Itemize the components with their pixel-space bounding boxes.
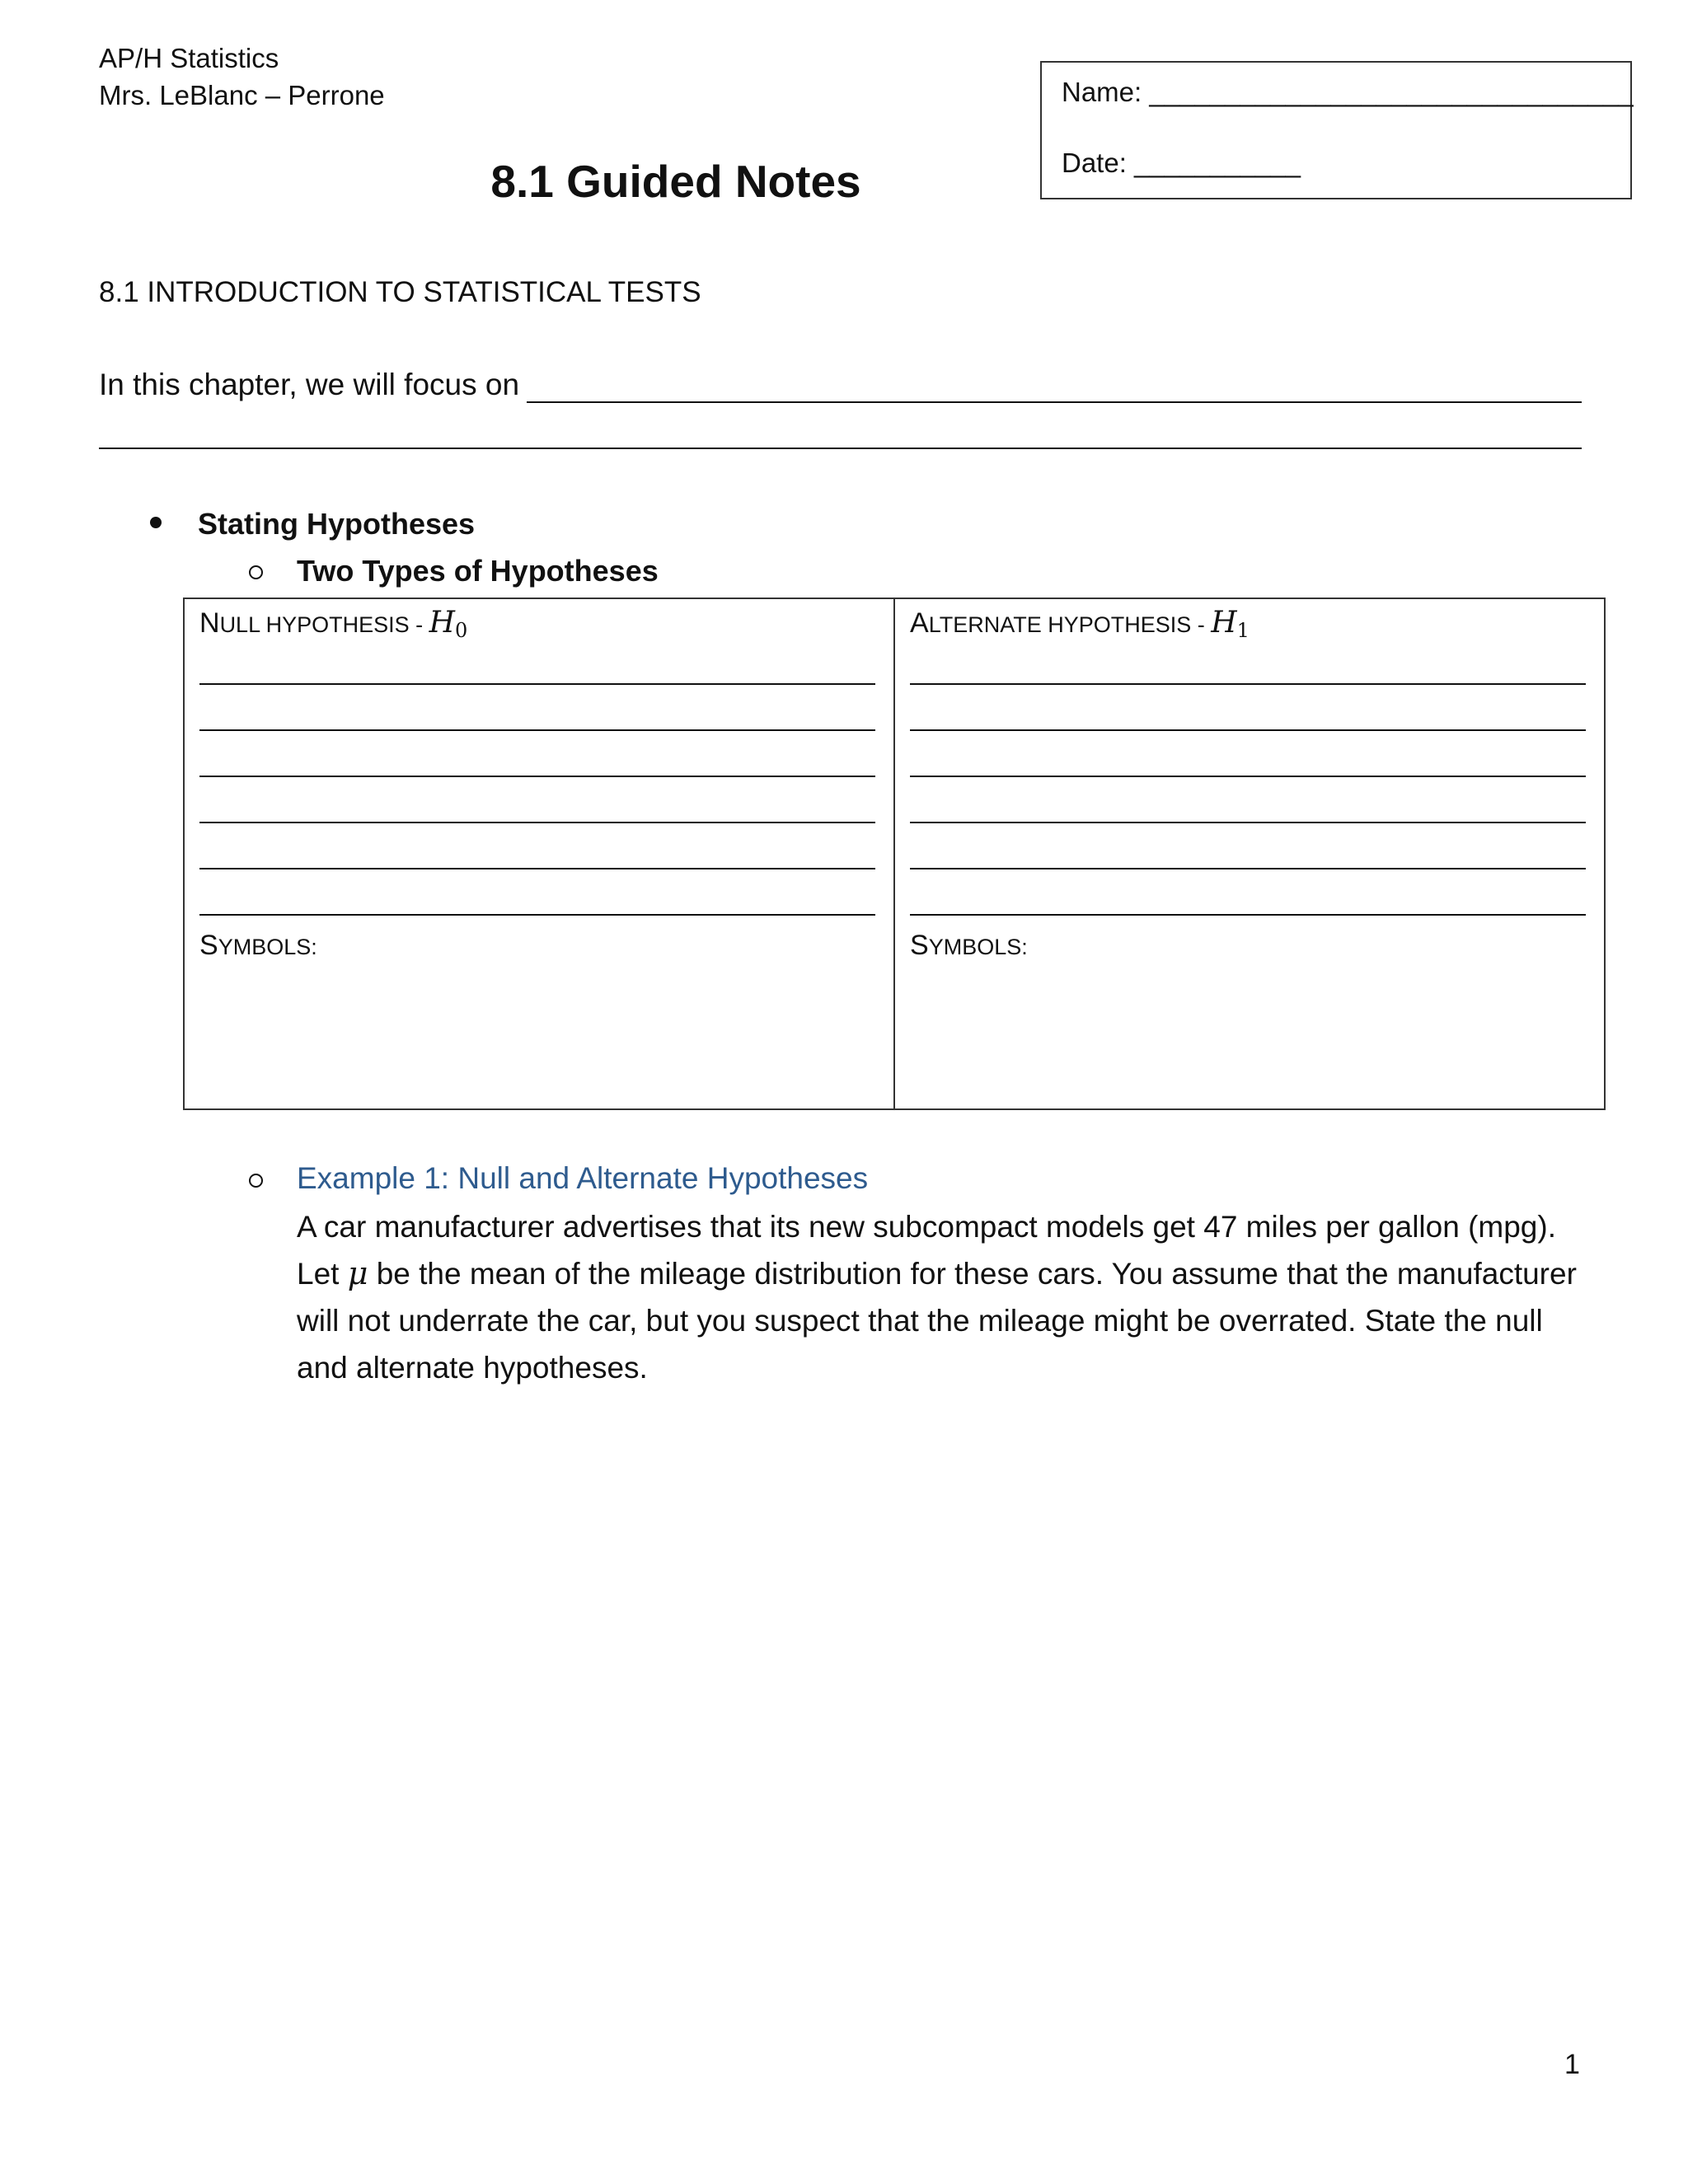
null-write-line-2[interactable] — [199, 729, 875, 731]
date-field[interactable]: Date: ___________ — [1062, 148, 1301, 178]
mu-symbol: μ — [347, 1255, 368, 1291]
example-line-2 — [297, 1250, 1607, 1297]
null-symbol-subscript: 0 — [455, 619, 468, 642]
course-label: AP/H Statistics — [99, 43, 279, 73]
null-symbols-rest: YMBOLS: — [218, 935, 317, 959]
null-write-line-5[interactable] — [199, 868, 875, 869]
focus-blank-line-1[interactable] — [527, 401, 1582, 403]
alt-symbol-subscript: 1 — [1236, 619, 1250, 642]
focus-prompt: In this chapter, we will focus on — [99, 368, 520, 401]
page-title: 8.1 Guided Notes — [490, 156, 861, 207]
sub-bullet-circle-icon — [249, 565, 263, 579]
example-title: Example 1: Null and Alternate Hypotheses — [297, 1161, 869, 1195]
alt-heading-initial: A — [910, 607, 929, 639]
null-heading-rest: ULL HYPOTHESIS - — [219, 612, 429, 637]
example-line-2-end: be the mean of the mileage distribution for these cars. You assume that the manufacturer — [368, 1257, 1577, 1291]
null-symbols-label — [199, 927, 317, 965]
table-column-divider — [893, 599, 895, 1108]
alt-symbols-rest: YMBOLS: — [928, 935, 1028, 959]
example-line-2-start: Let — [297, 1257, 348, 1291]
alt-write-line-6[interactable] — [910, 914, 1586, 916]
null-write-line-3[interactable] — [199, 776, 875, 777]
null-write-line-4[interactable] — [199, 822, 875, 823]
null-symbols-initial: S — [199, 930, 218, 961]
alt-write-line-5[interactable] — [910, 868, 1586, 869]
hypothesis-table — [183, 598, 1606, 1110]
null-write-line-6[interactable] — [199, 914, 875, 916]
example-line-3: will not underrate the car, but you suspect that the mileage might be overrated. State the null — [297, 1304, 1543, 1338]
bullet-stating-hypotheses: Stating Hypotheses — [198, 507, 476, 541]
page-number: 1 — [1564, 2049, 1580, 2080]
example-line-4: and alternate hypotheses. — [297, 1351, 648, 1385]
null-symbol-letter: H — [429, 606, 456, 640]
alt-write-line-3[interactable] — [910, 776, 1586, 777]
alt-symbol — [1211, 606, 1250, 640]
focus-blank-line-2[interactable] — [99, 448, 1582, 449]
alternate-hypothesis-heading — [910, 605, 1250, 649]
section-heading: 8.1 INTRODUCTION TO STATISTICAL TESTS — [99, 276, 701, 308]
alt-symbols-initial: S — [910, 930, 929, 961]
bullet-dot-icon — [150, 517, 162, 528]
null-hypothesis-heading — [199, 605, 467, 649]
null-symbol — [429, 606, 468, 640]
name-field[interactable]: Name: ________________________________ — [1062, 77, 1634, 107]
example-bullet-circle-icon — [249, 1174, 263, 1188]
alt-symbols-label — [910, 927, 1028, 965]
alt-write-line-2[interactable] — [910, 729, 1586, 731]
alt-heading-rest: LTERNATE HYPOTHESIS - — [928, 612, 1212, 637]
sub-bullet-two-types: Two Types of Hypotheses — [297, 554, 659, 588]
null-write-line-1[interactable] — [199, 683, 875, 685]
alt-write-line-1[interactable] — [910, 683, 1586, 685]
example-body — [297, 1203, 1607, 1391]
null-heading-initial: N — [199, 607, 220, 639]
alt-write-line-4[interactable] — [910, 822, 1586, 823]
example-line-1: A car manufacturer advertises that its new subcompact models get 47 miles per gallon (mpg). — [297, 1210, 1556, 1244]
teacher-label: Mrs. LeBlanc – Perrone — [99, 80, 385, 110]
alt-symbol-letter: H — [1211, 606, 1237, 640]
